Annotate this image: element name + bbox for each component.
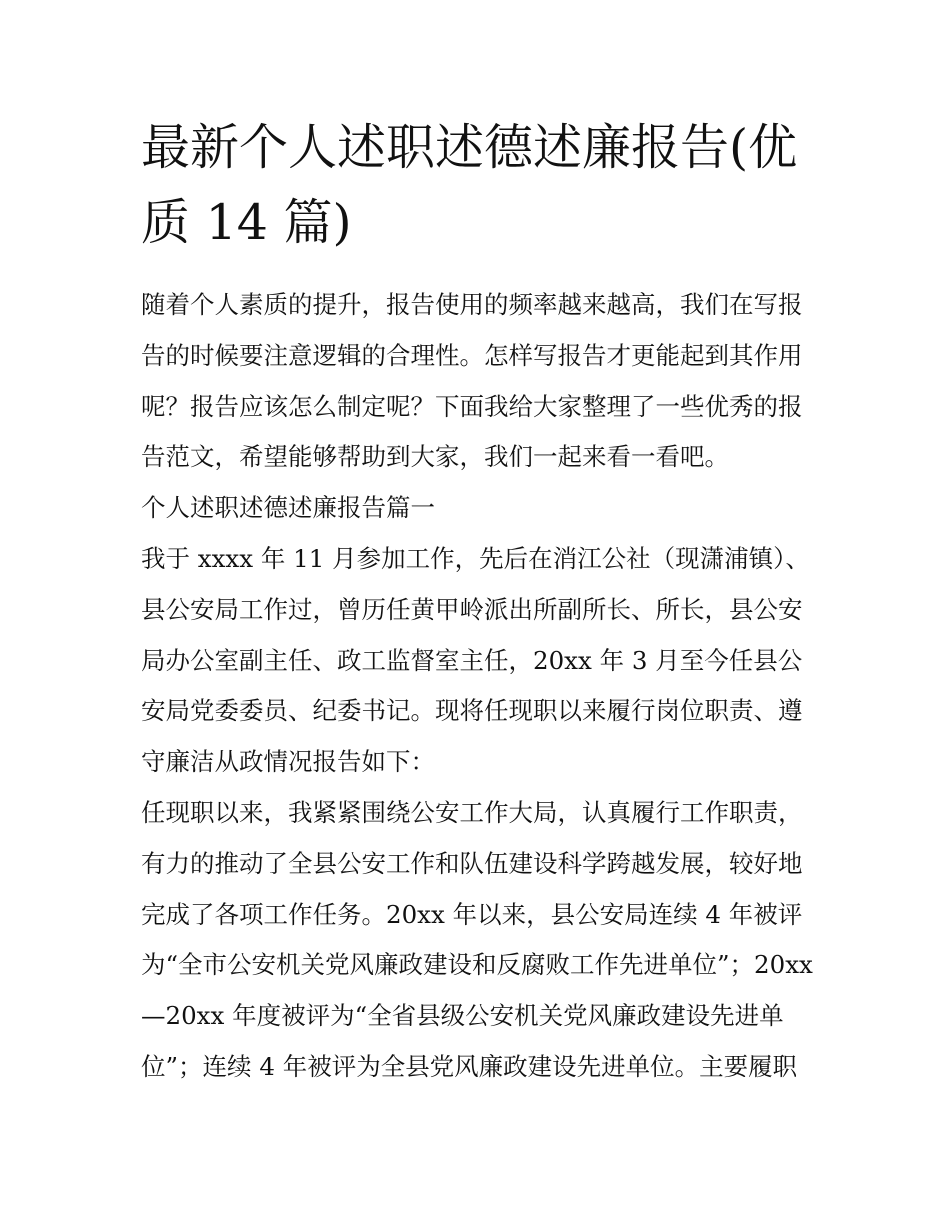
body-paragraph-background: 我于 xxxx 年 11 月参加工作，先后在消江公社（现潇浦镇）、县公安局工作过，曾历任黄甲岭派出所副所长、所长，县公安局办公室副主任、政工监督室主任，20xx 年 3 月至今任县公安局党委委员、纪委书记。现将任现职以来履行岗位职责、遵守廉洁从政情况报告如下： — [141, 543, 810, 777]
body-paragraph-achievements: 任现职以来，我紧紧围绕公安工作大局，认真履行工作职责，有力的推动了全县公安工作和队伍建设科学跨越发展，较好地完成了各项工作任务。20xx 年以来，县公安局连续 4 年被评为“全市公安机关党风廉政建设和反腐败工作先进单位”；20xx —20xx 年度被评为“全省县级公安机关党风廉政建设先进单位”；连续 4 年被评为全县党风廉政建设先进单位。主要履职 — [141, 797, 813, 1081]
section-heading: 个人述职述德述廉报告篇一 — [141, 493, 435, 523]
document-title: 最新个人述职述德述廉报告(优质 14 篇) — [141, 119, 798, 251]
intro-paragraph: 随着个人素质的提升，报告使用的频率越来越高，我们在写报告的时候要注意逻辑的合理性。怎样写报告才更能起到其作用呢？报告应该怎么制定呢？下面我给大家整理了一些优秀的报告范文，希望能够帮助到大家，我们一起来看一看吧。 — [141, 290, 803, 472]
document-body — [141, 110, 821, 1093]
